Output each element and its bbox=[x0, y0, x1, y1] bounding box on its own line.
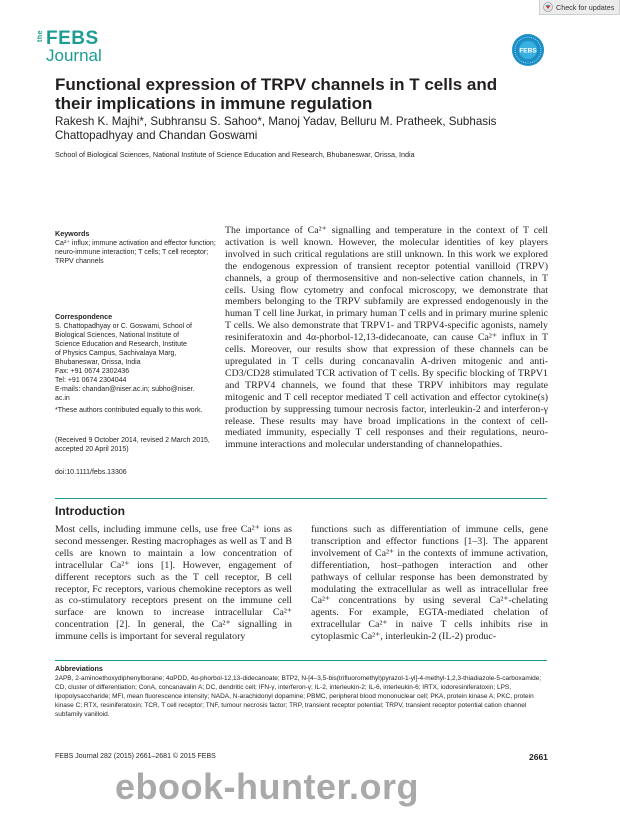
introduction-column-1: Most cells, including immune cells, use free Ca²⁺ ions as second messenger. Resting macrophages as well as T and B cells are known to maintain a low concentration of intracellular Ca²⁺ ions [1]. However, engagement of different receptors such as the T cell receptor, B cell receptor, Fc receptors, various chemokine receptors as well as co-stimulatory receptors present on the immune cell surface are known to increase intracellular Ca²⁺ concentration [2]. In general, the Ca²⁺ signalling in immune cells is important for several regulatory bbox=[55, 524, 292, 643]
abstract-text: The importance of Ca²⁺ signalling and temperature in the context of T cell activation is well known. However, the molecular identities of key players involved in such critical regulations are still unknown. In this work we explored the endogenous expression of transient receptor potential vanilloid (TRPV) channels, a group of thermosensitive and non-selective cation channels, in T cells. Using flow cytometry and confocal microscopy, we demonstrate that members belonging to the TRPV subfamily are expressed endogenously in the human T cell line Jurkat, in primary human T cells and in primary murine splenic T cells. We also demonstrate that TRPV1- and TRPV4-specific agonists, namely resiniferatoxin and 4α-phorbol-12,13-didecanoate, can cause Ca²⁺ influx in T cells. Moreover, our results show that expression of these channels can be upregulated in T cells during concanavalin A-driven mitogenic and anti-CD3/CD28 stimulated TCR activation of T cells. By specific blocking of TRPV1 and TRPV4 channels, we found that these TRPV inhibitors may regulate mitogenic and T cell receptor mediated T cell activation and effector cytokine(s) production by suppressing tumour necrosis factor, interleukin-2 and interferon-γ release. These results may have broad implications in the context of cell-mediated immunity, especially T cell responses and their regulations, neuro-immune interactions and molecular understanding of channelopathies. bbox=[225, 225, 548, 451]
equal-contribution-note: *These authors contributed equally to this work. bbox=[55, 407, 203, 414]
svg-text:FEBS: FEBS bbox=[519, 47, 537, 55]
section-divider bbox=[55, 498, 547, 499]
journal-logo bbox=[37, 27, 127, 69]
check-for-updates-button[interactable] bbox=[539, 0, 620, 15]
correspondence-line: of Physics Campus, Sachivalaya Marg, bbox=[55, 350, 177, 357]
correspondence-fax: Fax: +91 0674 2302436 bbox=[55, 368, 130, 375]
doi-link[interactable]: doi:10.1111/febs.13306 bbox=[55, 469, 127, 476]
crossmark-icon bbox=[543, 2, 553, 12]
logo-journal: Journal bbox=[46, 46, 102, 65]
article-affiliation: School of Biological Sciences, National Institute of Science Education and Research, Bhubaneswar, Orissa, India bbox=[55, 150, 415, 159]
keywords-text: Ca²⁺ influx; immune activation and effector function; neuro-immune interaction; T cells; T cell receptor; TRPV channels bbox=[55, 240, 216, 265]
correspondence-heading: Correspondence bbox=[55, 312, 113, 321]
correspondence-email-cont[interactable]: ac.in bbox=[55, 395, 70, 402]
correspondence-tel: Tel: +91 0674 2304044 bbox=[55, 377, 127, 384]
article-title: Functional expression of TRPV channels in T cells and their implications in immune regulation bbox=[55, 75, 498, 113]
abbreviations-divider bbox=[55, 660, 547, 661]
logo-febs: FEBS bbox=[46, 28, 99, 49]
febs-seal-icon bbox=[511, 33, 545, 67]
correspondence-line: Bhubaneswar, Orissa, India bbox=[55, 359, 141, 366]
correspondence-line: Biological Sciences, National Institute of bbox=[55, 332, 180, 339]
correspondence-line: Science Education and Research, Institute bbox=[55, 341, 187, 348]
watermark: ebook-hunter.org bbox=[115, 766, 419, 807]
keywords-section bbox=[55, 229, 217, 266]
check-for-updates-label: Check for updates bbox=[556, 2, 615, 12]
introduction-heading: Introduction bbox=[55, 504, 125, 518]
abbreviations-heading: Abbreviations bbox=[55, 664, 103, 673]
correspondence-line: S. Chattopadhyay or C. Goswami, School of bbox=[55, 323, 192, 330]
logo-the: the bbox=[37, 30, 44, 42]
footer-citation: FEBS Journal 282 (2015) 2661–2681 © 2015 FEBS bbox=[55, 753, 216, 760]
correspondence-email[interactable]: E-mails: chandan@niser.ac.in; subho@niser. bbox=[55, 386, 195, 393]
correspondence-section bbox=[55, 312, 217, 403]
page-number: 2661 bbox=[529, 752, 548, 762]
article-authors: Rakesh K. Majhi*, Subhransu S. Sahoo*, Manoj Yadav, Belluru M. Pratheek, Subhasis Chattopadhyay and Chandan Goswami bbox=[55, 115, 497, 142]
keywords-heading: Keywords bbox=[55, 229, 90, 238]
received-dates: (Received 9 October 2014, revised 2 March 2015, accepted 20 April 2015) bbox=[55, 437, 210, 453]
introduction-column-2: functions such as differentiation of immune cells, gene transcription and effector functions [1–3]. The apparent involvement of Ca²⁺ in the contexts of immune activation, differentiation, host–pathogen interaction and other pathways of cellular response has been demonstrated by modulating the extracellular as well as intracellular free Ca²⁺ concentrations by using several Ca²⁺-chelating agents. For example, EGTA-mediated chelation of extracellular Ca²⁺ in naive T cells inhibits rise in cytoplasmic Ca²⁺, interleukin-2 (IL-2) produc- bbox=[311, 524, 548, 643]
abbreviations-text: 2APB, 2-aminoethoxydiphenylborane; 4αPDD, 4α-phorbol-12,13-didecanoate; BTP2, N-[4–3,5-bis(trifluoromethyl)pyrazol-1-yl]-4-methyl-1,2,3-thiadiazole-5-carboxamide; CD, cluster of differentiation; ConA, concanavalin A; DC, dendritic cell; IFN-γ, interferon-γ; IL-2, interleukin-2; IL-6, interleukin-6; IRTX, iodoresiniferatoxin; LPS, lipopolysaccharide; MFI, mean fluorescence intensity; NADA, N-arachidonyl dopamine; PBMC, peripheral blood mononuclear cell; PKA, protein kinase A; PKC, protein kinase C; RTX, resiniferatoxin; TCR, T cell receptor; TNF, tumour necrosis factor; TRP, transient receptor potential; TRPV, transient receptor potential cation channel subfamily vanilloid. bbox=[55, 675, 542, 718]
